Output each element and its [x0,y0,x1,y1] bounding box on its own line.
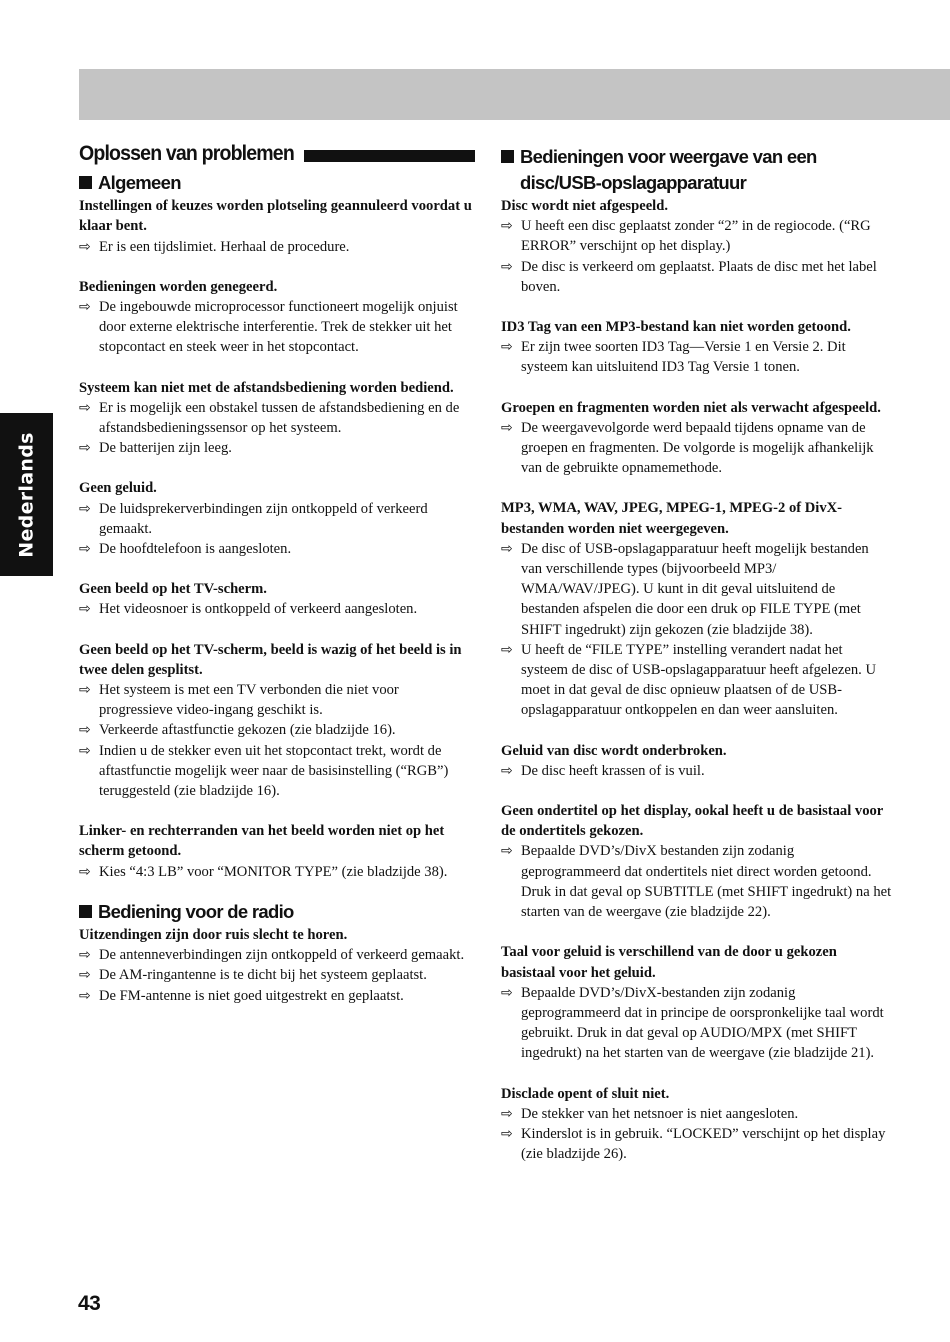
solution-item [79,398,475,438]
issue-title: Systeem kan niet met de afstandsbediening worden bediend. [79,379,454,396]
issue-block [501,942,893,1063]
arrow-icon: ⇨ [79,500,91,517]
solution-item [501,640,893,721]
solution-text: U heeft een disc geplaatst zonder “2” in de regiocode. (“RG ERROR” verschijnt op het display.) [521,218,871,255]
solution-text: De FM-antenne is niet goed uitgestrekt en geplaatst. [99,987,404,1004]
issue-block [501,741,893,781]
issue-title: ID3 Tag van een MP3-bestand kan niet worden getoond. [501,319,851,336]
left-column [79,144,475,1006]
arrow-icon: ⇨ [501,641,513,658]
solution-text: Er zijn twee soorten ID3 Tag—Versie 1 en Versie 2. Dit systeem kan uitsluitend ID3 Tag Versie 1 tonen. [521,339,846,376]
language-tab [0,413,53,576]
arrow-icon: ⇨ [501,419,513,436]
page-number: 43 [78,1292,101,1315]
solution-text: Er is mogelijk een obstakel tussen de afstandsbediening en de afstandsbedieningssensor op het systeem. [99,399,460,437]
solution-item [79,680,475,720]
issue-title: Instellingen of keuzes worden plotseling geannuleerd voordat u klaar bent. [79,198,472,235]
solution-text: Kinderslot is in gebruik. “LOCKED” verschijnt op het display (zie bladzijde 26). [521,1125,886,1163]
solution-text: Er is een tijdslimiet. Herhaal de procedure. [99,238,350,255]
solution-item [501,216,893,256]
solution-text: De disc of USB-opslagapparatuur heeft mogelijk bestanden van verschillende types (bijvoorbeeld MP3/ WMA/WAV/JPEG). U kunt in dit geval uitsluitend de bestanden afspelen die door een druk op FILE TYPE (met SHIFT ingedrukt) zijn gekozen (zie bladzijde 38). [521,540,869,638]
arrow-icon: ⇨ [79,601,91,618]
issue-title: Geen ondertitel op het display, ookal heeft u de basistaal voor de ondertitels gekozen. [501,803,884,840]
solution-item [79,599,475,619]
issue-block [79,378,475,459]
solution-text: Het systeem is met een TV verbonden die niet voor progressieve video-ingang geschikt is. [99,682,399,719]
issue-title: Geen beeld op het TV-scherm, beeld is wazig of het beeld is in twee delen gesplitst. [79,641,462,678]
solution-item [501,337,893,377]
solution-item [501,418,893,479]
solution-text: De stekker van het netsnoer is niet aangesloten. [521,1105,799,1122]
arrow-icon: ⇨ [501,762,513,779]
solution-item [79,862,475,882]
solution-text: De luidsprekerverbindingen zijn ontkoppeld of verkeerd gemaakt. [99,500,428,537]
solution-item [501,1124,893,1164]
solution-item [501,539,893,640]
section-marker [501,150,514,163]
arrow-icon: ⇨ [79,863,91,880]
solution-text: De ingebouwde microprocessor functioneert mogelijk onjuist door externe elektrische interferentie. Trek de stekker uit het stopcontact en steek weer in het stopcontact. [99,299,458,356]
solution-item [501,1104,893,1124]
solution-text: Het videosnoer is ontkoppeld of verkeerd aangesloten. [99,601,418,618]
solution-item [501,983,893,1064]
issue-block [501,498,893,720]
arrow-icon: ⇨ [501,339,513,356]
solution-item [79,965,475,985]
section-heading [79,170,475,196]
solution-text: Verkeerde aftastfunctie gekozen (zie bladzijde 16). [99,722,396,739]
issue-block [79,478,475,559]
solution-text: De batterijen zijn leeg. [99,440,232,457]
title-row [79,144,475,164]
issue-title: Disclade opent of sluit niet. [501,1085,670,1102]
arrow-icon: ⇨ [79,947,91,964]
solution-item [79,499,475,539]
issue-title: Uitzendingen zijn door ruis slecht te horen. [79,926,348,943]
language-tab-label: Nederlands [15,431,38,558]
issue-title: Geen geluid. [79,480,157,497]
issue-title: Bedieningen worden genegeerd. [79,278,278,295]
arrow-icon: ⇨ [79,987,91,1004]
section-title: Algemeen [98,172,181,194]
issue-block [79,640,475,802]
issue-title: Linker- en rechterranden van het beeld worden niet op het scherm getoond. [79,823,445,860]
solution-item [79,720,475,740]
section-marker [79,176,92,189]
arrow-icon: ⇨ [501,540,513,557]
issue-title: Disc wordt niet afgespeeld. [501,198,668,214]
solution-item [79,438,475,458]
issue-block [79,821,475,882]
issue-block [501,801,893,922]
arrow-icon: ⇨ [501,258,513,275]
issue-title: Taal voor geluid is verschillend van de door u gekozen basistaal voor het geluid. [501,944,837,981]
solution-text: De weergavevolgorde werd bepaald tijdens opname van de groepen en fragmenten. De volgorde is mogelijk afhankelijk van de gebruikte opnamemethode. [521,419,874,477]
issue-title: Geen beeld op het TV-scherm. [79,581,267,598]
arrow-icon: ⇨ [79,722,91,739]
arrow-icon: ⇨ [79,299,91,316]
solution-item [79,297,475,358]
arrow-icon: ⇨ [501,1125,513,1142]
issue-block [501,398,893,479]
solution-text: De hoofdtelefoon is aangesloten. [99,541,292,558]
solution-item [501,841,893,922]
issue-block [501,1084,893,1165]
issue-block [79,196,475,257]
solution-text: Indien u de stekker even uit het stopcontact trekt, wordt de aftastfunctie mogelijk weer naar de basisinstelling (“RGB”) teruggesteld (zie bladzijde 16). [99,742,449,800]
issue-block [79,579,475,619]
arrow-icon: ⇨ [79,238,91,255]
issue-block [79,277,475,358]
section-title: Bedieningen voor weergave van een disc/USB-opslagapparatuur [520,146,817,193]
arrow-icon: ⇨ [501,218,513,235]
arrow-icon: ⇨ [501,1105,513,1122]
solution-text: U heeft de “FILE TYPE” instelling verandert nadat het systeem de disc of USB-opslagapparatuur heeft afgelezen. U moet in dat geval de disc opnieuw plaatsen of de USB-opslagapparatuur ontkoppelen en dan weer aansluiten. [521,641,876,719]
solution-text: Bepaalde DVD’s/DivX-bestanden zijn zodanig geprogrammeerd dat in principe de oorspronkelijke taal wordt gebruikt. Druk in dat geval op AUDIO/MPX (met SHIFT ingedrukt) na het starten van de weergave (zie bladzijde 21). [521,984,884,1062]
header-bar [79,69,950,120]
title-rule [304,150,475,162]
solution-item [79,945,475,965]
solution-item [79,986,475,1006]
right-column [501,144,893,1164]
arrow-icon: ⇨ [79,440,91,457]
issue-title: MP3, WMA, WAV, JPEG, MPEG-1, MPEG-2 of DivX-bestanden worden niet weergegeven. [501,500,843,537]
solution-item [501,761,893,781]
issue-block [501,317,893,378]
solution-text: De disc is verkeerd om geplaatst. Plaats de disc met het label boven. [521,258,877,295]
solution-text: Bepaalde DVD’s/DivX bestanden zijn zodanig geprogrammeerd dat ondertitels niet direct worden getoond. Druk in dat geval op SUBTITLE (met SHIFT ingedrukt) na het starten van de weergave (zie bladzijde 22). [521,843,892,921]
solution-text: De antenneverbindingen zijn ontkoppeld of verkeerd gemaakt. [99,947,465,964]
issue-title: Geluid van disc wordt onderbroken. [501,742,727,759]
solution-text: De disc heeft krassen of is vuil. [521,762,705,779]
arrow-icon: ⇨ [501,843,513,860]
section-marker [79,905,92,918]
issue-block [79,925,475,1006]
section-heading [501,144,893,196]
solution-text: Kies “4:3 LB” voor “MONITOR TYPE” (zie bladzijde 38). [99,863,448,880]
section-heading [79,899,475,925]
solution-item [79,741,475,802]
solution-item [501,257,893,297]
page-title: Oplossen van problemen [79,142,294,165]
arrow-icon: ⇨ [501,984,513,1001]
arrow-icon: ⇨ [79,399,91,416]
arrow-icon: ⇨ [79,682,91,699]
issue-title: Groepen en fragmenten worden niet als verwacht afgespeeld. [501,399,881,416]
solution-item [79,237,475,257]
solution-item [79,539,475,559]
section-title: Bediening voor de radio [98,900,294,922]
arrow-icon: ⇨ [79,967,91,984]
issue-block [501,196,893,297]
solution-text: De AM-ringantenne is te dicht bij het systeem geplaatst. [99,967,427,984]
arrow-icon: ⇨ [79,541,91,558]
arrow-icon: ⇨ [79,742,91,759]
